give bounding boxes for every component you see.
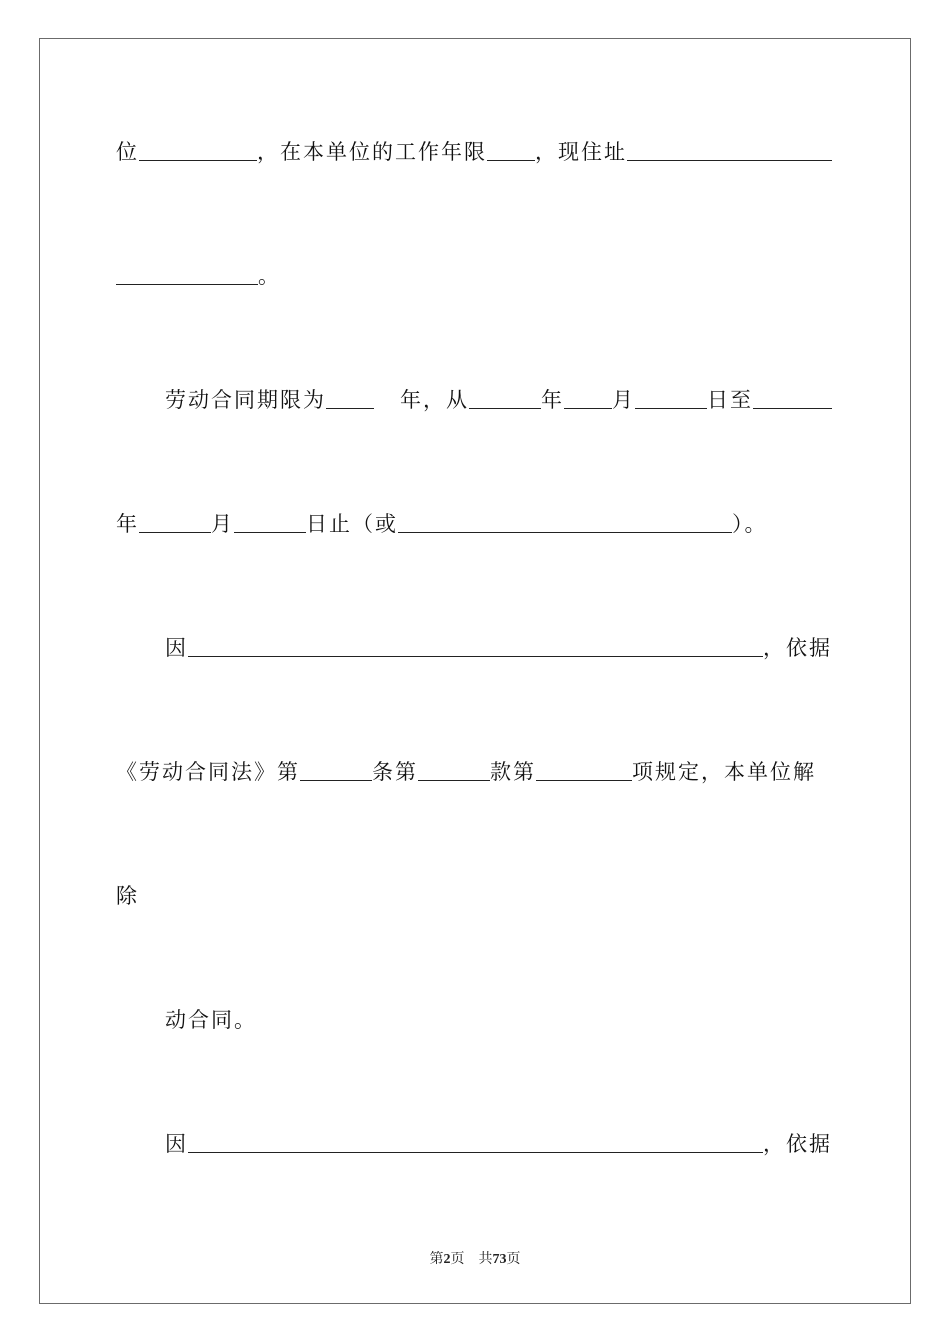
footer-total-pages: 73	[492, 1252, 507, 1267]
fill-blank-contract-years[interactable]	[326, 407, 374, 409]
text-line-1	[116, 136, 832, 166]
fill-blank-end-year[interactable]	[753, 407, 832, 409]
text-line-6	[116, 756, 832, 786]
footer-middle: 页 共	[450, 1251, 493, 1267]
fill-blank-address[interactable]	[627, 159, 832, 161]
fill-blank-start-month[interactable]	[564, 407, 612, 409]
text-segment: 条第	[372, 760, 418, 784]
text-segment: 年	[116, 512, 139, 536]
text-segment: 。	[258, 264, 281, 288]
fill-blank-start-day[interactable]	[635, 407, 707, 409]
text-segment: 《劳动合同法》第	[116, 760, 300, 784]
text-line-4	[116, 508, 832, 538]
text-segment: 除	[116, 884, 139, 908]
text-line-9	[165, 1128, 832, 1158]
text-segment: 年，从	[400, 388, 469, 412]
text-segment: 日至	[707, 388, 753, 412]
fill-blank-reason-2[interactable]	[188, 1151, 763, 1153]
text-line-5	[165, 632, 832, 662]
text-segment: ）。	[732, 512, 768, 536]
text-segment: 项规定，本单位解	[632, 760, 816, 784]
fill-blank-article[interactable]	[300, 779, 372, 781]
fill-blank-end-month[interactable]	[139, 531, 211, 533]
text-segment: ，依据	[763, 1132, 832, 1156]
text-segment: 款第	[490, 760, 536, 784]
footer-page-number: 2	[443, 1252, 451, 1267]
text-line-2	[116, 260, 832, 290]
text-segment: 年	[541, 388, 564, 412]
fill-blank-or-condition[interactable]	[398, 531, 732, 533]
fill-blank-years-worked[interactable]	[487, 159, 535, 161]
text-segment: 动合同。	[165, 1008, 257, 1032]
fill-blank-start-year[interactable]	[469, 407, 541, 409]
text-line-8	[165, 1004, 832, 1034]
fill-blank-clause[interactable]	[418, 779, 490, 781]
fill-blank-item[interactable]	[536, 779, 632, 781]
fill-blank-reason[interactable]	[188, 655, 763, 657]
text-segment: 日止（或	[306, 512, 398, 536]
text-line-3	[165, 384, 832, 414]
fill-blank-address-cont[interactable]	[116, 283, 258, 285]
page-footer	[0, 1248, 950, 1268]
page-border	[39, 38, 911, 1304]
fill-blank-work-unit[interactable]	[139, 159, 257, 161]
text-segment: 因	[165, 636, 188, 660]
text-segment: 月	[211, 512, 234, 536]
text-line-7	[116, 880, 832, 910]
text-segment: ，现住址	[535, 140, 627, 164]
fill-blank-end-day[interactable]	[234, 531, 306, 533]
text-segment: 位	[116, 140, 139, 164]
footer-suffix: 页	[506, 1251, 521, 1267]
text-segment: 因	[165, 1132, 188, 1156]
text-segment: ，依据	[763, 636, 832, 660]
text-segment: 月	[612, 388, 635, 412]
text-segment: 劳动合同期限为	[165, 388, 326, 412]
text-segment: ，在本单位的工作年限	[257, 140, 487, 164]
footer-prefix: 第	[429, 1251, 444, 1267]
